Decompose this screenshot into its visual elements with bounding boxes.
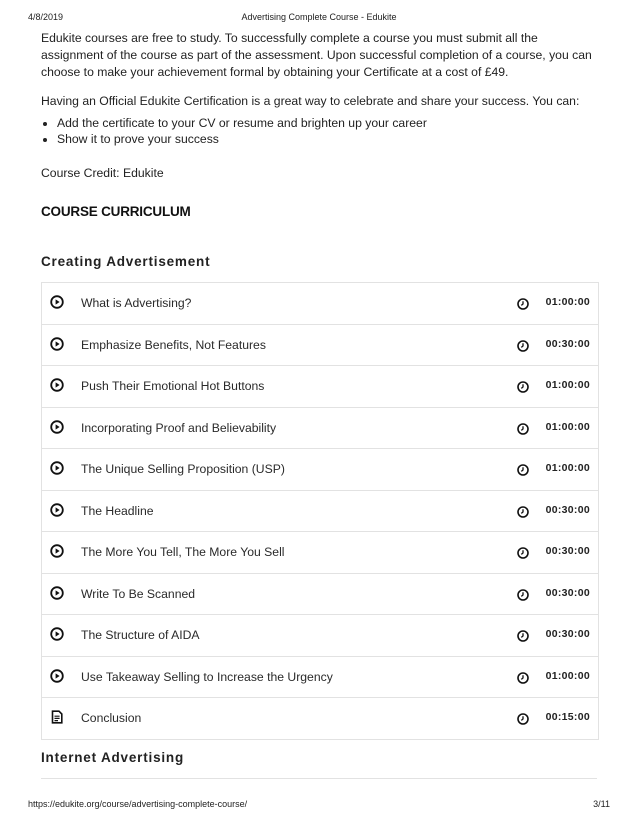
print-date: 4/8/2019: [28, 12, 64, 22]
lesson-title[interactable]: The More You Tell, The More You Sell: [81, 545, 285, 559]
lesson-row[interactable]: [42, 491, 598, 533]
lesson-title[interactable]: The Structure of AIDA: [81, 628, 200, 642]
lesson-title[interactable]: Emphasize Benefits, Not Features: [81, 337, 266, 352]
lesson-title[interactable]: What is Advertising?: [81, 296, 192, 310]
play-circle-icon: [50, 627, 64, 641]
lesson-row[interactable]: [42, 366, 598, 408]
print-url: https://edukite.org/course/advertising-complete-course/: [28, 799, 248, 809]
lesson-duration: 00:30:00: [545, 628, 590, 640]
lesson-duration: 01:00:00: [545, 379, 590, 391]
lesson-row[interactable]: [42, 615, 598, 657]
lesson-duration: 00:30:00: [545, 545, 590, 557]
lesson-duration: 01:00:00: [545, 296, 590, 308]
clock-icon: [517, 297, 529, 309]
section-title-internet-advertising: Internet Advertising: [41, 750, 185, 765]
play-circle-icon: [50, 544, 64, 558]
curriculum-title: COURSE CURRICULUM: [41, 204, 191, 219]
lesson-row[interactable]: [42, 408, 598, 450]
section-title-creating-advertisement: Creating Advertisement: [41, 254, 211, 269]
lesson-row[interactable]: [42, 283, 598, 325]
list-item: • Show it to prove your success: [57, 131, 601, 147]
play-circle-icon: [50, 503, 64, 517]
clock-icon: [517, 712, 529, 724]
page-number: 3/11: [593, 799, 610, 809]
lesson-row[interactable]: [42, 532, 598, 574]
clock-icon: [517, 339, 529, 351]
play-circle-icon: [50, 337, 64, 351]
print-header: [0, 12, 638, 26]
play-circle-icon: [50, 378, 64, 392]
clock-icon: [517, 422, 529, 434]
lesson-duration: 01:00:00: [545, 420, 590, 433]
lesson-title[interactable]: Conclusion: [81, 711, 142, 725]
clock-icon: [517, 546, 529, 558]
lesson-row[interactable]: [42, 698, 598, 740]
play-circle-icon: [50, 420, 64, 434]
benefit-list: [41, 115, 601, 147]
play-circle-icon: [50, 295, 64, 309]
course-credit: Course Credit: Edukite: [41, 166, 164, 180]
lesson-duration: 01:00:00: [545, 462, 590, 474]
section-divider: [41, 778, 597, 779]
lesson-title[interactable]: Write To Be Scanned: [81, 586, 196, 601]
lesson-title[interactable]: Incorporating Proof and Believability: [81, 420, 277, 435]
intro-paragraph-2: Having an Official Edukite Certification is a great way to celebrate and share your success. You can:: [41, 94, 580, 108]
lesson-list: [41, 282, 599, 740]
play-circle-icon: [50, 461, 64, 475]
lesson-title[interactable]: The Headline: [81, 503, 154, 518]
clock-icon: [517, 380, 529, 392]
lesson-row[interactable]: [42, 325, 598, 367]
lesson-row[interactable]: [42, 657, 598, 699]
lesson-title[interactable]: Use Takeaway Selling to Increase the Urgency: [81, 669, 333, 684]
lesson-duration: 00:30:00: [545, 337, 590, 350]
print-title: Advertising Complete Course - Edukite: [241, 12, 397, 22]
lesson-title[interactable]: The Unique Selling Proposition (USP): [81, 462, 285, 476]
lesson-row[interactable]: [42, 574, 598, 616]
clock-icon: [517, 505, 529, 517]
lesson-duration: 00:30:00: [545, 503, 590, 516]
document-icon: [50, 710, 64, 724]
lesson-title[interactable]: Push Their Emotional Hot Buttons: [81, 379, 265, 393]
clock-icon: [517, 671, 529, 683]
clock-icon: [517, 463, 529, 475]
lesson-row[interactable]: [42, 449, 598, 491]
clock-icon: [517, 588, 529, 600]
play-circle-icon: [50, 586, 64, 600]
lesson-duration: 00:15:00: [545, 711, 590, 723]
lesson-duration: 01:00:00: [545, 669, 590, 682]
intro-paragraph-1: Edukite courses are free to study. To successfully complete a course you must submit all the assignment of the course as part of the assessment. Upon successful completion of a course, you can choose to make your achievement formal by obtaining your Certificate at a cost of £49.: [41, 31, 592, 79]
clock-icon: [517, 629, 529, 641]
lesson-duration: 00:30:00: [545, 586, 590, 599]
list-item: • Add the certificate to your CV or resume and brighten up your career: [57, 115, 601, 131]
play-circle-icon: [50, 669, 64, 683]
